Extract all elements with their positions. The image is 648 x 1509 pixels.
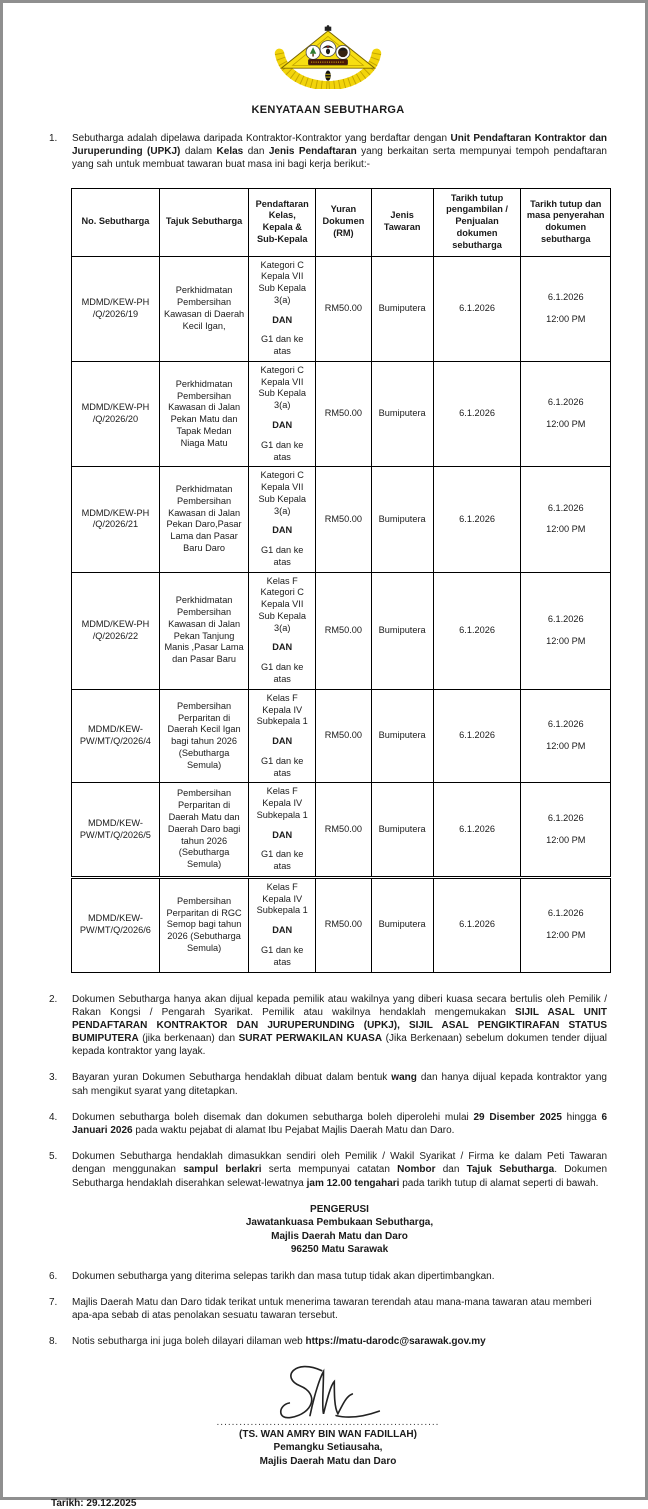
closing-sale-date-cell: 6.1.2026 [433,783,521,878]
table-header-cell: Tajuk Sebutharga [159,188,248,256]
text-segment: Dokumen sebutharga yang diterima selepas tarikh dan masa tutup tidak akan dipertimbangkan. [72,1270,495,1282]
registration-cell [249,572,316,689]
crown-icon [325,25,332,31]
table-header-cell: Jenis Tawaran [371,188,433,256]
tender-title-cell: Pembersihan Perparitan di Daerah Matu dan Daerah Daro bagi tahun 2026 (Sebutharga Semula) [159,783,248,878]
tender-title-cell: Perkhidmatan Pembersihan Kawasan di Jalan Pekan Matu dan Tapak Medan Niaga Matu [159,361,248,466]
registration-class: Kategori C Kepala VII Sub Kepala 3(a) [258,259,306,305]
registration-grade: G1 dan ke atas [261,755,304,778]
registration-grade: G1 dan ke atas [261,545,304,567]
notice-web-link[interactable]: https://matu-darodc@sarawak.gov.my [305,1336,486,1348]
closing-submission-cell [521,467,611,572]
text-segment: dan [243,146,269,158]
paragraph-number: 4. [49,1111,58,1123]
tender-type-cell: Bumiputera [371,877,433,972]
table-row [72,361,611,466]
text-segment: yang berkaitan serta mempunyai tempoh pendaftaran yang sah untuk membuat tawaran buat masa ini bagi kerja berikut:- [72,146,607,171]
text-segment: (jika berkenaan) dan [138,1033,239,1045]
registration-class: Kategori C Kepala VII Sub Kepala 3(a) [258,364,306,411]
paragraph-number: 5. [49,1151,58,1163]
table-row [72,689,611,783]
page-title: KENYATAAN SEBUTHARGA [251,104,405,116]
text-segment: 29 Disember 2025 [473,1111,562,1123]
paragraph-text [72,1270,607,1283]
text-segment: Kelas [216,146,244,158]
text-segment: Sebutharga adalah dipelawa daripada Kontraktor-Kontraktor yang berdaftar dengan [72,133,451,144]
tender-title-cell: Perkhidmatan Pembersihan Kawasan di Daerah Kecil Igan, [159,256,248,361]
text-segment: wang [391,1072,417,1084]
text-segment: dalam [180,146,217,158]
text-segment: jam 12.00 tengahari [306,1177,400,1189]
fee-cell: RM50.00 [316,877,372,972]
registration-cell [249,783,316,878]
closing-submission-line: 12:00 PM [546,741,586,752]
registration-and-label: DAN [272,925,293,936]
tender-title-cell: Perkhidmatan Pembersihan Kawasan di Jalan Pekan Tanjung Manis ,Pasar Lama dan Pasar Baru [159,572,248,689]
notice-item-8 [49,1335,607,1348]
fee-cell: RM50.00 [316,361,372,466]
registration-class: Kategori C Kepala VII Sub Kepala 3(a) [258,470,306,516]
paragraph-text [72,1150,607,1190]
fee-cell: RM50.00 [316,467,372,572]
paragraph-number: 7. [49,1296,58,1308]
registration-class: Kelas F Kepala IV Subkepala 1 [256,881,308,916]
registration-cell [249,256,316,361]
text-segment: Dokumen Sebutharga hendaklah dimasukkan sendiri oleh Pemilik / Wakil Syarikat / Firma ke dalam Peti Tawaran dengan menggunakan [72,1151,607,1176]
council-crest-logo [49,25,607,94]
registration-and-label: DAN [272,736,293,747]
table-header-cell: Tarikh tutup pengambilan / Penjualan dokumen sebutharga [433,188,521,256]
closing-submission-line: 6.1.2026 [547,613,584,624]
tender-title-cell: Perkhidmatan Pembersihan Kawasan di Jalan Pekan Daro,Pasar Lama dan Pasar Baru Daro [159,467,248,572]
text-segment: sampul berlakri [183,1164,262,1176]
registration-cell [249,361,316,466]
table-header-cell: Yuran Dokumen (RM) [316,188,372,256]
text-segment: Dokumen sebutharga boleh disemak dan dokumen sebutharga boleh diperolehi mulai [72,1111,474,1123]
notice-paragraphs-before-table [49,132,607,172]
address-line: PENGERUSI [310,1203,369,1215]
table-header-cell: No. Sebutharga [72,188,160,256]
tender-title-cell: Pembersihan Perparitan di Daerah Kecil Igan bagi tahun 2026 (Sebutharga Semula) [159,689,248,783]
registration-cell [249,877,316,972]
table-header-cell: Pendaftaran Kelas, Kepala & Sub-Kepala [249,188,316,256]
table-row [72,467,611,572]
closing-sale-date-cell: 6.1.2026 [433,877,521,972]
submission-address-block [72,1203,607,1257]
closing-submission-cell [521,572,611,689]
registration-class: Kelas F Kepala IV Subkepala 1 [256,786,308,820]
notice-item-2 [49,993,607,1059]
table-row [72,572,611,689]
text-segment: Dokumen Sebutharga hanya akan dijual kepada pemilik atau wakilnya yang diberi kuasa secara bertulis oleh Pemilik / Rakan Kongsi / Pengarah Syarikat. Pemilik atau wakilnya hendaklah mengemukakan [72,993,607,1018]
text-segment: (Jika Berkenaan) sebelum dokumen tender dijual kepada kontraktor yang layak. [72,1033,608,1058]
address-line: 96250 Matu Sarawak [290,1244,389,1256]
closing-submission-line: 6.1.2026 [547,291,584,302]
paragraph-text [72,132,607,172]
registration-grade: G1 dan ke atas [261,662,304,684]
tender-title-cell: Pembersihan Perparitan di RGC Semop bagi tahun 2026 (Sebutharga Semula) [159,877,248,972]
tender-type-cell: Bumiputera [371,467,433,572]
signature-block [49,1358,607,1469]
text-segment: dan hanya dijual kepada kontraktor yang sah mengikut syarat yang ditetapkan. [72,1072,607,1097]
center-emblem-icon [320,41,336,57]
paragraph-number: 1. [49,133,58,144]
closing-submission-line: 12:00 PM [546,635,586,646]
notice-date: Tarikh: 29.12.2025 [51,1498,137,1509]
notice-item-3 [49,1071,607,1097]
closing-submission-line: 12:00 PM [546,834,586,845]
notice-item-7 [49,1296,607,1322]
banner-icon [308,59,347,65]
closing-submission-line: 12:00 PM [546,930,586,941]
closing-submission-cell [521,689,611,783]
signatory-title: Pemangku Setiausaha, [273,1442,383,1454]
notice-item-4 [49,1111,607,1137]
registration-grade: G1 dan ke atas [261,849,304,872]
left-emblem-icon [306,45,320,59]
text-segment: dan [435,1164,467,1176]
closing-submission-line: 6.1.2026 [547,397,584,408]
address-line: Jawatankuasa Pembukaan Sebutharga, [245,1217,434,1229]
text-segment: Bayaran yuran Dokumen Sebutharga hendaklah dibuat dalam bentuk [72,1072,392,1084]
closing-sale-date-cell: 6.1.2026 [433,361,521,466]
tender-type-cell: Bumiputera [371,689,433,783]
fee-cell: RM50.00 [316,783,372,878]
text-segment: serta mempunyai catatan [261,1164,398,1176]
signature-line: ........................................................... [216,1416,440,1428]
tender-type-cell: Bumiputera [371,256,433,361]
closing-submission-cell [521,361,611,466]
fee-cell: RM50.00 [316,256,372,361]
text-segment: Unit Pendaftaran Kontraktor dan Juruperunding (UPKJ) [72,133,607,158]
closing-sale-date-cell: 6.1.2026 [433,689,521,783]
closing-submission-cell [521,256,611,361]
closing-submission-line: 6.1.2026 [547,908,584,919]
closing-submission-line: 12:00 PM [546,524,586,535]
text-segment: SIJIL ASAL UNIT PENDAFTARAN KONTRAKTOR DAN JURUPERUNDING (UPKJ), SIJIL ASAL PENGIKTIRAFAN STATUS BUMIPUTERA [72,1006,607,1045]
tender-table [71,188,611,973]
closing-sale-date-cell: 6.1.2026 [433,467,521,572]
paragraph-number: 2. [49,993,58,1005]
text-segment: pada waktu pejabat di alamat Ibu Pejabat Majlis Daerah Matu dan Daro. [132,1125,455,1137]
address-line: Majlis Daerah Matu dan Daro [271,1230,408,1242]
tender-type-cell: Bumiputera [371,572,433,689]
table-row [72,877,611,972]
tender-no-cell: MDMD/KEW-PW/MT/Q/2026/6 [72,877,160,972]
registration-class: Kelas F Kepala IV Subkepala 1 [256,692,308,727]
fee-cell: RM50.00 [316,572,372,689]
paragraph-text [72,1071,607,1097]
closing-submission-cell [521,783,611,878]
paragraph-text [72,993,607,1059]
closing-submission-line: 12:00 PM [546,419,586,430]
tender-no-cell: MDMD/KEW-PH /Q/2026/19 [72,256,160,361]
registration-cell [249,689,316,783]
closing-submission-line: 6.1.2026 [547,502,584,513]
closing-submission-line: 6.1.2026 [547,812,584,823]
registration-and-label: DAN [272,419,293,430]
council-crest-icon [272,25,384,89]
closing-submission-line: 6.1.2026 [547,719,584,730]
tender-no-cell: MDMD/KEW-PH /Q/2026/22 [72,572,160,689]
text-segment: . Dokumen Sebutharga hendaklah diserahkan selewat-lewatnya [72,1164,608,1189]
tender-no-cell: MDMD/KEW-PH /Q/2026/20 [72,361,160,466]
registration-grade: G1 dan ke atas [261,439,304,462]
tender-no-cell: MDMD/KEW-PH /Q/2026/21 [72,467,160,572]
paragraph-text [72,1335,607,1348]
tender-type-cell: Bumiputera [371,783,433,878]
text-segment: Majlis Daerah Matu dan Daro tidak terikat untuk menerima tawaran terendah atau mana-mana tawaran atau memberi apa-apa sebab di atas penolakan sesuatu tawaran tersebut. [72,1296,592,1322]
notice-item-6 [49,1270,607,1283]
paragraph-text [72,1296,607,1322]
tender-type-cell: Bumiputera [371,361,433,466]
registration-grade: G1 dan ke atas [261,334,304,357]
paragraph-number: 3. [49,1072,58,1084]
notice-paragraphs-after-table [49,993,607,1349]
notice-item-5 [49,1150,607,1190]
registration-and-label: DAN [272,829,293,840]
text-segment: hingga [561,1111,602,1123]
paragraph-text [72,1111,607,1137]
closing-sale-date-cell: 6.1.2026 [433,256,521,361]
paragraph-number: 8. [49,1336,58,1348]
tender-no-cell: MDMD/KEW-PW/MT/Q/2026/4 [72,689,160,783]
text-segment: 6 Januari 2026 [72,1111,607,1137]
notice-item-1 [49,132,607,172]
registration-cell [249,467,316,572]
text-segment: Tajuk Sebutharga [466,1164,555,1176]
table-header-row [72,188,611,256]
text-segment: Notis sebutharga ini juga boleh dilayari dilaman web [72,1336,306,1348]
right-emblem-icon [336,45,350,59]
registration-and-label: DAN [272,314,293,325]
paragraph-number: 6. [49,1270,58,1282]
tender-no-cell: MDMD/KEW-PW/MT/Q/2026/5 [72,783,160,878]
text-segment: Nombor [397,1164,436,1176]
table-row [72,256,611,361]
table-row [72,783,611,878]
text-segment: pada tarikh tutup di alamat seperti di bawah. [399,1177,599,1189]
registration-class: Kelas F Kategori C Kepala VII Sub Kepala 3(a) [258,575,306,633]
closing-submission-cell [521,877,611,972]
text-segment: SURAT PERWAKILAN KUASA [238,1033,383,1045]
registration-and-label: DAN [272,525,293,536]
signatory-organization: Majlis Daerah Matu dan Daro [259,1455,397,1467]
registration-and-label: DAN [272,642,293,653]
table-header-cell: Tarikh tutup dan masa penyerahan dokumen sebutharga [521,188,611,256]
closing-submission-line: 12:00 PM [546,313,586,324]
fee-cell: RM50.00 [316,689,372,783]
signatory-name: (TS. WAN AMRY BIN WAN FADILLAH) [239,1428,417,1440]
registration-grade: G1 dan ke atas [261,945,304,967]
bee-ornament-icon [325,71,331,81]
closing-sale-date-cell: 6.1.2026 [433,572,521,689]
text-segment: Jenis Pendaftaran [268,146,357,158]
document-content [3,3,645,1509]
